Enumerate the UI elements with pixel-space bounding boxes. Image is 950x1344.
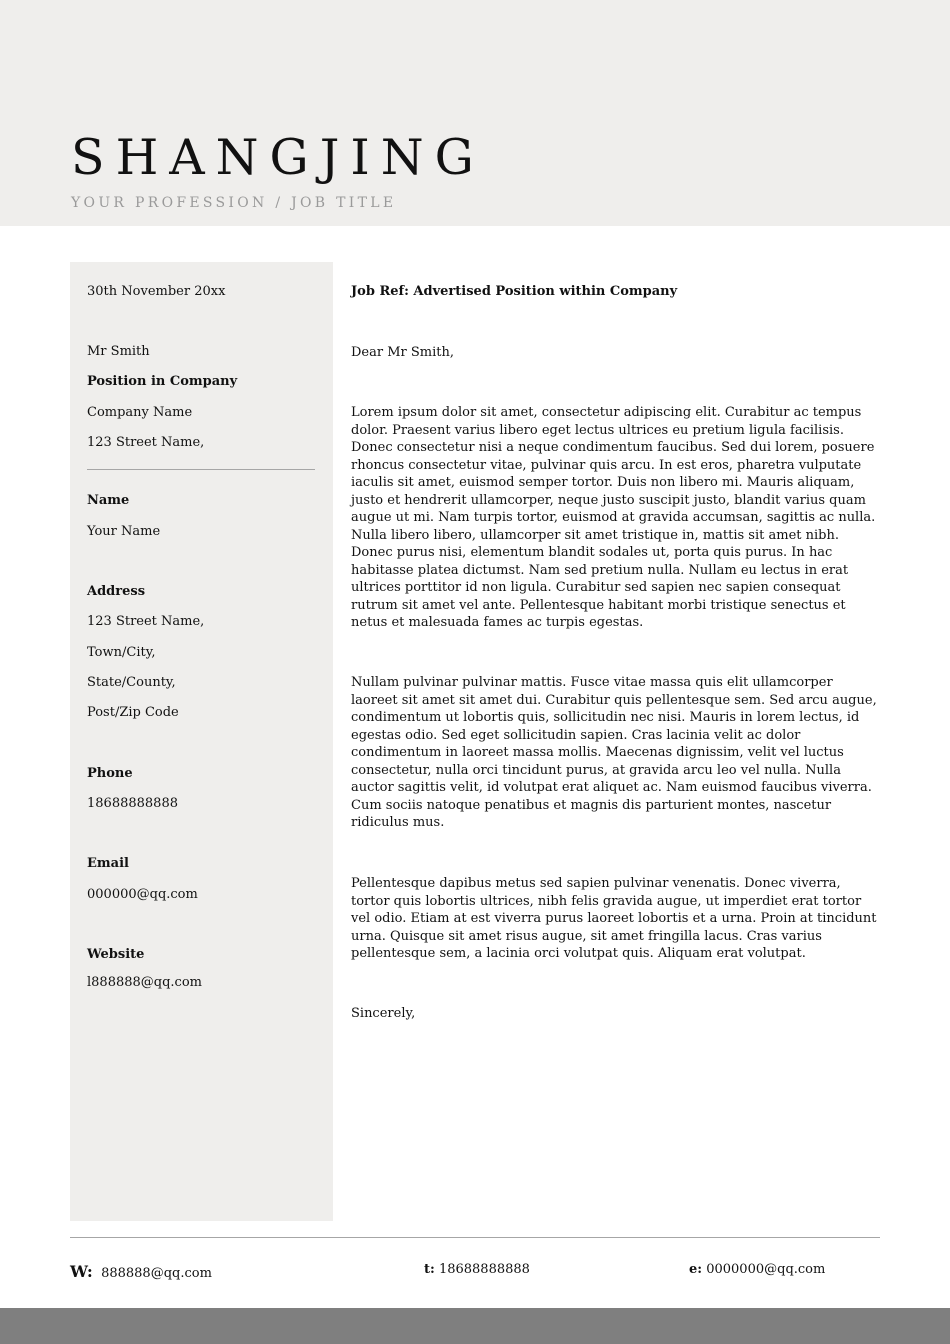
footer-phone-label: t:	[424, 1262, 435, 1277]
header-band	[0, 0, 950, 226]
footer-email-label: e:	[689, 1262, 703, 1277]
phone-heading: Phone	[87, 766, 133, 781]
address-line: Post/Zip Code	[87, 705, 179, 720]
footer-phone-value: 18688888888	[438, 1262, 530, 1277]
footer-phone	[424, 1262, 530, 1277]
address-line: Town/City,	[87, 645, 156, 660]
recipient-street: 123 Street Name,	[87, 435, 205, 450]
email-heading: Email	[87, 856, 129, 871]
closing: Sincerely,	[351, 1006, 416, 1021]
footer-email-value: 0000000@qq.com	[706, 1262, 826, 1277]
name-value: Your Name	[87, 524, 161, 539]
address-line: State/County,	[87, 675, 176, 690]
letter-paragraph: Lorem ipsum dolor sit amet, consectetur adipiscing elit. Curabitur ac tempus dolor. Praesent varius libero eget lectus ultrices eu pretium ligula facilisis. Donec consectetur nisi a neque condimentum faucibus. Sed dui lorem, posuere rhoncus consectetur vitae, pulvinar quis arcu. In est eros, pharetra vulputate iaculis sit amet, euismod semper tortor. Duis non libero mi. Mauris aliquam, justo et hendrerit ullamcorper, neque justo suscipit justo, blandit varius quam augue ut mi. Nam turpis tortor, euismod at gravida accumsan, sagittis ac nulla. Nulla libero libero, ullamcorper sit amet tristique in, mattis sit amet nibh. Donec purus nisi, elementum blandit sodales ut, porta quis purus. In hac habitasse platea dictumst. Nam sed pretium nulla. Nullam eu lectus in erat ultrices porttitor id non ligula. Curabitur sed sapien nec sapien consequat rutrum sit amet vel ante. Pellentesque habitant morbi tristique senectus et netus et malesuada fames ac turpis egestas.	[351, 405, 876, 630]
footer-divider	[70, 1237, 880, 1238]
letter-date: 30th November 20xx	[87, 284, 226, 299]
footer-email	[689, 1262, 825, 1277]
bottom-bar	[0, 1308, 950, 1344]
recipient-company: Company Name	[87, 405, 193, 420]
phone-value: 18688888888	[87, 796, 178, 811]
job-reference: Job Ref: Advertised Position within Company	[351, 284, 678, 299]
sidebar-divider	[87, 469, 315, 470]
name-heading: Name	[87, 493, 130, 508]
footer-website-value: 888888@qq.com	[101, 1266, 212, 1281]
recipient-name: Mr Smith	[87, 344, 150, 359]
address-heading: Address	[87, 584, 146, 599]
website-value: l888888@qq.com	[87, 975, 202, 990]
letter-paragraph: Nullam pulvinar pulvinar mattis. Fusce vitae massa quis elit ullamcorper laoreet sit amet sit amet dui. Curabitur quis pellentesque sem. Sed arcu augue, condimentum ut lobortis quis, sollicitudin nec nisi. Mauris in lorem lectus, id egestas odio. Sed eget sollicitudin sapien. Cras lacinia velit ac dolor condimentum in laoreet massa mollis. Maecenas dignissim, velit vel luctus consectetur, nulla orci tincidunt purus, at gravida arcu leo vel nulla. Nulla auctor sagittis velit, id volutpat erat aliquet ac. Nam euismod faucibus viverra. Cum sociis natoque penatibus et magnis dis parturient montes, nascetur ridiculus mus.	[351, 675, 877, 830]
website-heading: Website	[87, 947, 145, 962]
salutation: Dear Mr Smith,	[351, 345, 454, 360]
profession-subtitle: YOUR PROFESSION / JOB TITLE	[71, 195, 397, 211]
recipient-position: Position in Company	[87, 374, 238, 389]
letter-paragraph: Pellentesque dapibus metus sed sapien pulvinar venenatis. Donec viverra, tortor quis lobortis ultrices, nibh felis gravida augue, ut imperdiet erat tortor vel odio. Etiam at est viverra purus laoreet lobortis et a urna. Proin at tincidunt urna. Quisque sit amet risus augue, sit amet fringilla lacus. Cras varius pellentesque sem, a lacinia orci volutpat quis. Aliquam erat volutpat.	[351, 876, 877, 961]
email-value: 000000@qq.com	[87, 887, 198, 902]
page-title: SHANGJING	[71, 129, 485, 186]
footer-website-label: W:	[70, 1262, 93, 1281]
address-line: 123 Street Name,	[87, 614, 205, 629]
footer-website	[70, 1262, 212, 1281]
